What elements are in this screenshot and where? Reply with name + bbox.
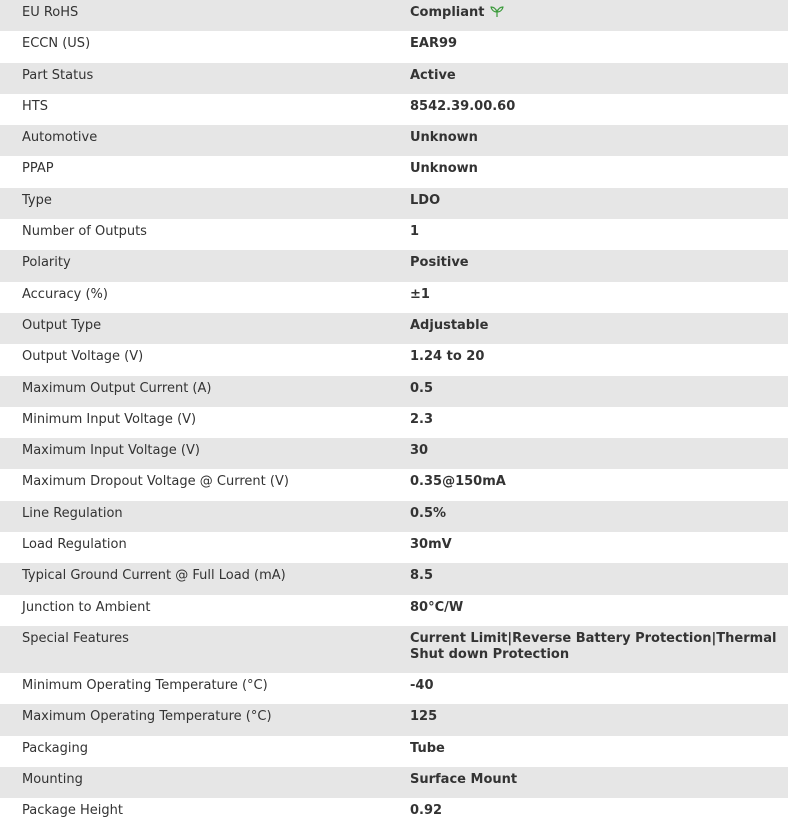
- table-row: [0, 501, 788, 532]
- spec-label: EU RoHS: [22, 5, 79, 20]
- table-row: [0, 156, 788, 187]
- spec-value: 80°C/W: [410, 599, 464, 615]
- spec-value: EAR99: [410, 36, 458, 52]
- spec-value: Unknown: [410, 161, 478, 177]
- spec-label: Packaging: [22, 740, 88, 756]
- spec-label: Output Type: [22, 317, 102, 333]
- spec-label: Part Status: [22, 67, 94, 83]
- spec-label: Maximum Operating Temperature (°C): [22, 709, 272, 725]
- spec-value: 1: [410, 224, 420, 240]
- spec-label: Maximum Output Current (A): [22, 380, 212, 396]
- spec-label: Polarity: [22, 255, 71, 271]
- spec-value: Adjustable: [410, 317, 489, 333]
- table-row: [0, 188, 788, 219]
- table-row: [0, 736, 788, 767]
- spec-label: Special Features: [22, 630, 129, 646]
- spec-value: Surface Mount: [410, 771, 518, 787]
- spec-label: Minimum Operating Temperature (°C): [22, 677, 268, 693]
- spec-label: Mounting: [22, 771, 83, 787]
- spec-value: Unknown: [410, 130, 478, 146]
- spec-label: Number of Outputs: [22, 224, 147, 240]
- spec-value: 1.24 to 20: [410, 349, 485, 365]
- spec-value: Active: [410, 67, 456, 83]
- table-row: [0, 563, 788, 594]
- table-row: [0, 94, 788, 125]
- table-row: [0, 63, 788, 94]
- spec-value: Positive: [410, 255, 469, 271]
- spec-label: Accuracy (%): [22, 286, 108, 302]
- spec-value: 125: [410, 709, 438, 725]
- spec-value: Current Limit|Reverse Battery Protection|Thermal Shut down Protection: [410, 630, 777, 662]
- spec-label: Junction to Ambient: [22, 599, 151, 615]
- spec-value: 8.5: [410, 568, 434, 584]
- spec-label: Automotive: [22, 130, 98, 146]
- table-row: [0, 704, 788, 735]
- spec-label: PPAP: [22, 161, 54, 177]
- table-row: [0, 438, 788, 469]
- spec-label: Typical Ground Current @ Full Load (mA): [22, 568, 286, 584]
- spec-label: ECCN (US): [22, 36, 91, 52]
- spec-value: 0.35@150mA: [410, 474, 506, 490]
- spec-value: Tube: [410, 740, 445, 756]
- spec-value: 30mV: [410, 537, 452, 553]
- table-row: [0, 407, 788, 438]
- leaf-icon: [490, 6, 504, 23]
- table-row: [0, 798, 788, 829]
- spec-label: Package Height: [22, 803, 123, 819]
- spec-value: ±1: [410, 286, 430, 302]
- spec-label: Type: [22, 192, 52, 208]
- table-row: [0, 282, 788, 313]
- table-row: [0, 219, 788, 250]
- spec-value: 0.5%: [410, 505, 447, 521]
- table-row: [0, 532, 788, 563]
- spec-value: 8542.39.00.60: [410, 98, 516, 114]
- spec-value: 30: [410, 443, 429, 459]
- spec-label: Maximum Dropout Voltage @ Current (V): [22, 474, 289, 490]
- spec-label: Line Regulation: [22, 505, 123, 521]
- spec-value: 0.5: [410, 380, 434, 396]
- spec-value: -40: [410, 677, 434, 693]
- spec-value: LDO: [410, 192, 441, 208]
- spec-value-cell: [410, 0, 788, 31]
- table-row: [0, 376, 788, 407]
- table-row: [0, 595, 788, 626]
- table-row: [0, 313, 788, 344]
- spec-label: Maximum Input Voltage (V): [22, 443, 200, 459]
- table-row: [0, 673, 788, 704]
- table-row: [0, 626, 788, 673]
- spec-value: 2.3: [410, 411, 434, 427]
- spec-label: Load Regulation: [22, 537, 127, 553]
- table-row: [0, 250, 788, 281]
- spec-label: Output Voltage (V): [22, 349, 144, 365]
- spec-label: HTS: [22, 98, 48, 114]
- spec-value: 0.92: [410, 803, 443, 819]
- spec-label: Minimum Input Voltage (V): [22, 411, 197, 427]
- table-row: [0, 344, 788, 375]
- spec-value: Compliant: [410, 5, 485, 20]
- table-row: [0, 767, 788, 798]
- table-row: [0, 31, 788, 62]
- table-row: [0, 0, 788, 31]
- table-row: [0, 125, 788, 156]
- table-row: [0, 469, 788, 500]
